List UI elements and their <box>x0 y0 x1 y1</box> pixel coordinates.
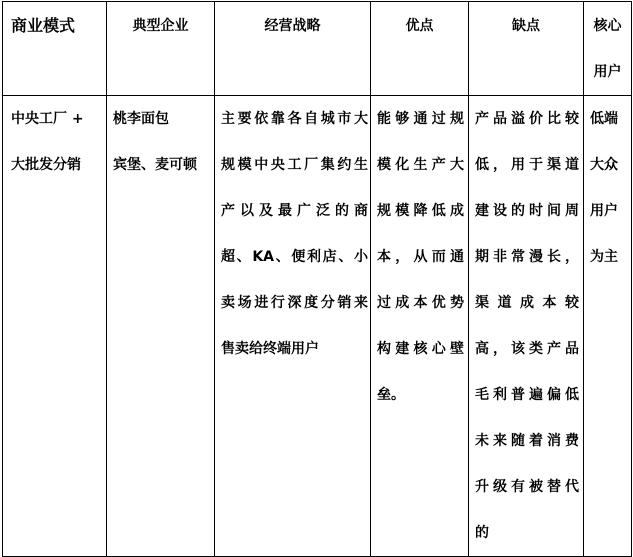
cell-line: 未来随着消费 <box>475 433 579 449</box>
cell-line: 产品溢价比较 <box>475 111 579 127</box>
cell-line: 产以及最广泛的商 <box>221 203 368 219</box>
header-core-user <box>584 2 632 96</box>
cell-line: 构建核心壁 <box>377 341 464 357</box>
cell-line: 宾堡、麦可顿 <box>113 157 197 173</box>
table-row <box>3 96 632 557</box>
cell-line: 能够通过规 <box>377 111 464 127</box>
cell-line: 为主 <box>590 249 618 265</box>
cell-cons <box>469 96 584 557</box>
cell-line: 本，从而通 <box>377 249 464 265</box>
cell-line: 毛利普遍偏低 <box>475 387 579 403</box>
cell-line: 卖场进行深度分销来 <box>221 295 368 311</box>
cell-line: 桃李面包 <box>113 111 169 127</box>
header-strategy: 经营战略 <box>215 2 371 96</box>
cell-line: 期非常漫长， <box>475 249 579 265</box>
header-typical-company: 典型企业 <box>107 2 215 96</box>
cell-line: 用户 <box>590 203 618 219</box>
cell-line: 超、KA、便利店、小 <box>221 249 368 265</box>
cell-line: 过成本优势 <box>377 295 464 311</box>
cell-line: 大众 <box>590 157 618 173</box>
cell-line: 高，该类产品 <box>475 341 579 357</box>
cell-users <box>584 96 632 557</box>
header-pros: 优点 <box>371 2 469 96</box>
cell-line: 主要依靠各自城市大 <box>221 111 368 127</box>
cell-line: 低，用于渠道 <box>475 157 579 173</box>
cell-line: 中央工厂 + <box>11 111 84 127</box>
cell-line: 建设的时间周 <box>475 203 579 219</box>
cell-line: 低端 <box>590 111 618 127</box>
header-core-user-line: 核心 <box>593 18 622 34</box>
cell-line: 规模降低成 <box>377 203 464 219</box>
cell-line: 规模中央工厂集约生 <box>221 157 368 173</box>
cell-line: 售卖给终端用户 <box>221 341 319 357</box>
table-header-row <box>3 2 632 96</box>
cell-line: 垒。 <box>377 387 405 403</box>
cell-strategy <box>215 96 371 557</box>
business-model-table <box>2 1 632 557</box>
cell-line: 的 <box>475 525 489 541</box>
cell-line: 渠道成本较 <box>475 295 579 311</box>
cell-line: 大批发分销 <box>11 157 81 173</box>
cell-model <box>3 96 107 557</box>
header-business-model: 商业模式 <box>3 2 107 96</box>
cell-companies <box>107 96 215 557</box>
cell-pros <box>371 96 469 557</box>
cell-line: 模化生产大 <box>377 157 464 173</box>
header-core-user-line: 用户 <box>593 64 622 80</box>
header-cons: 缺点 <box>469 2 584 96</box>
cell-line: 升级有被替代 <box>475 479 579 495</box>
